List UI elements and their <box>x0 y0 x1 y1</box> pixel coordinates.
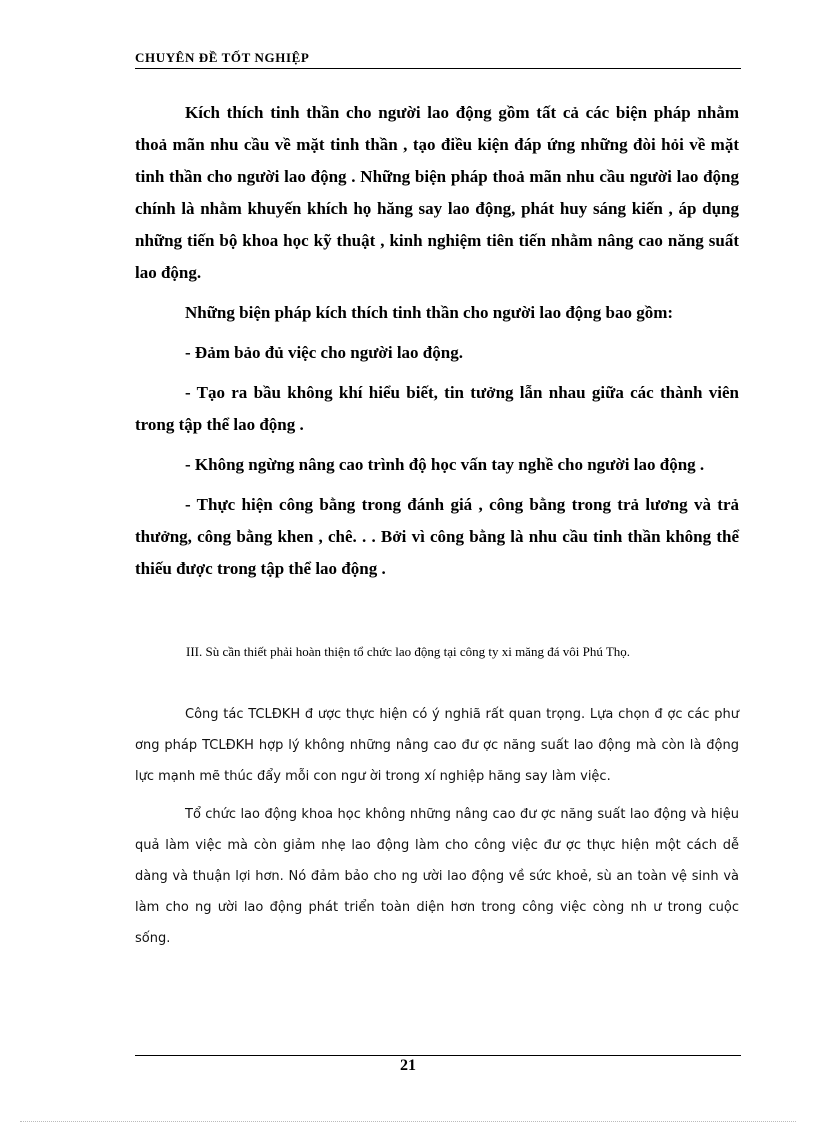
list-item-fairness: - Thực hiện công bằng trong đánh giá , công bằng trong trả lương và trả thưởng, công bằng khen , chê. . . Bởi vì công bằng là nhu cầu tinh thần không thể thiếu được trong tập thể lao động . <box>135 495 739 578</box>
list-item-education: - Không ngừng nâng cao trình độ học vấn tay nghề cho người lao động . <box>185 455 705 474</box>
list-item-work: - Đảm bảo đủ việc cho người lao động. <box>185 343 463 362</box>
section-heading: III. Sù cần thiết phải hoàn thiện tổ chức lao động tại công ty xi măng đá vôi Phú Thọ. <box>186 644 631 659</box>
paragraph-tcldkh: Công tác TCLĐKH đ ược thực hiện có ý nghiã rất quan trọng. Lựa chọn đ ợc các phư ơng pháp TCLĐKH hợp lý không những nâng cao đư ợc năng suất lao động mà còn là động lực mạnh mẽ thúc đẩy mỗi con ngư ời trong xí nghiệp hăng say làm việc. <box>135 707 739 784</box>
body-text-section <box>135 699 739 954</box>
footer-rule <box>135 1055 741 1056</box>
bold-text-section <box>135 97 739 585</box>
header-rule <box>135 68 741 69</box>
document-header: CHUYÊN ĐỀ TỐT NGHIỆP <box>135 50 310 65</box>
page-edge-divider <box>20 1121 796 1122</box>
paragraph-motivation: Kích thích tinh thần cho người lao động gồm tất cả các biện pháp nhằm thoả mãn nhu cầu về mặt tinh thần , tạo điều kiện đáp ứng những đòi hỏi về mặt tinh thần cho người lao động . Những biện pháp thoả mãn nhu cầu người lao động chính là nhằm khuyến khích họ hăng say lao động, phát huy sáng kiến , áp dụng những tiến bộ khoa học kỹ thuật , kinh nghiệm tiên tiến nhằm nâng cao năng suất lao động. <box>135 103 739 282</box>
page-number: 21 <box>400 1057 416 1074</box>
paragraph-organization: Tổ chức lao động khoa học không những nâng cao đư ợc năng suất lao động và hiệu quả làm việc mà còn giảm nhẹ lao động làm cho công việc đư ợc thực hiện một cách dễ dàng và thuận lợi hơn. Nó đảm bảo cho ng ười lao động về sức khoẻ, sù an toàn vệ sinh và làm cho ng ười lao động phát triển toàn diện hơn trong công việc còng nh ư trong cuộc sống. <box>135 807 739 946</box>
list-item-atmosphere: - Tạo ra bầu không khí hiểu biết, tin tưởng lẫn nhau giữa các thành viên trong tập thể lao động . <box>135 383 739 434</box>
paragraph-measures-intro: Những biện pháp kích thích tinh thần cho người lao động bao gồm: <box>185 303 674 322</box>
